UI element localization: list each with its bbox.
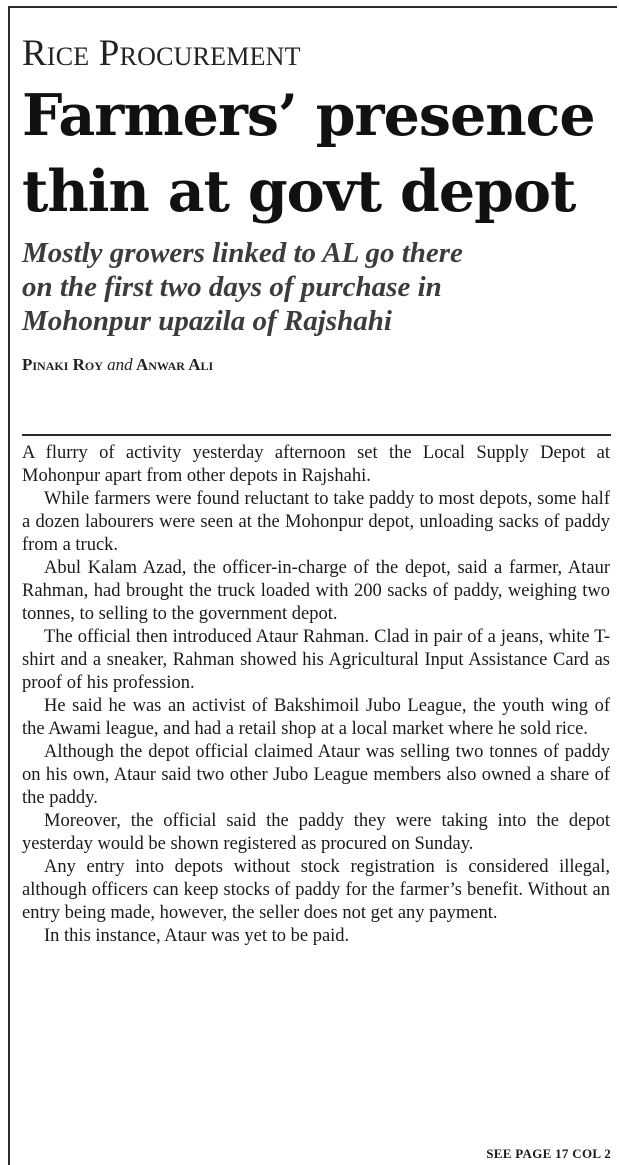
headline-line-2: thin at govt depot bbox=[22, 158, 576, 225]
headline-line-1: Farmers’ presence bbox=[22, 82, 595, 149]
body-paragraph: Abul Kalam Azad, the officer-in-charge of the depot, said a farmer, Ataur Rahman, had brought the truck loaded with 200 sacks of paddy, weighing two tonnes, to selling to the government depot. bbox=[22, 558, 610, 624]
body-paragraph: Moreover, the official said the paddy they were taking into the depot yesterday would be shown registered as procured on Sunday. bbox=[22, 811, 610, 854]
article-body bbox=[22, 442, 610, 948]
byline-author-1: Pinaki Roy bbox=[22, 355, 103, 374]
byline-author-2: Anwar Ali bbox=[135, 355, 214, 374]
deck-line-1: Mostly growers linked to AL go there bbox=[22, 237, 463, 269]
headline bbox=[22, 78, 612, 230]
deck-line-3: Mohonpur upazila of Rajshahi bbox=[22, 305, 392, 337]
body-paragraph: Although the depot official claimed Ataur was selling two tonnes of paddy on his own, Ataur said two other Jubo League members also owned a share of the paddy. bbox=[22, 742, 610, 808]
byline-rule bbox=[22, 434, 611, 436]
body-paragraph: While farmers were found reluctant to take paddy to most depots, some half a dozen labourers were seen at the Mohonpur depot, unloading sacks of paddy from a truck. bbox=[22, 489, 610, 555]
byline bbox=[22, 354, 612, 376]
body-paragraph: Any entry into depots without stock registration is considered illegal, although officers can keep stocks of paddy for the farmer’s benefit. Without an entry being made, however, the seller does not get any payment. bbox=[22, 857, 610, 923]
column-left-rule bbox=[8, 8, 10, 1165]
body-paragraph: He said he was an activist of Bakshimoil Jubo League, the youth wing of the Awami league, and had a retail shop at a local market where he sold rice. bbox=[22, 696, 610, 739]
kicker: Rice Procurement bbox=[22, 33, 301, 74]
body-paragraph: A flurry of activity yesterday afternoon set the Local Supply Depot at Mohonpur apart from other depots in Rajshahi. bbox=[22, 443, 610, 486]
body-paragraph: In this instance, Ataur was yet to be paid. bbox=[44, 926, 350, 946]
top-rule bbox=[8, 6, 617, 8]
deck-subheadline bbox=[22, 236, 612, 338]
jump-line: SEE PAGE 17 COL 2 bbox=[486, 1146, 611, 1161]
byline-conjunction: and bbox=[107, 355, 133, 374]
body-paragraph: The official then introduced Ataur Rahman. Clad in pair of a jeans, white T-shirt and a sneaker, Rahman showed his Agricultural Input Assistance Card as proof of his profession. bbox=[22, 627, 610, 693]
article-header bbox=[22, 34, 612, 376]
deck-line-2: on the first two days of purchase in bbox=[22, 271, 442, 303]
